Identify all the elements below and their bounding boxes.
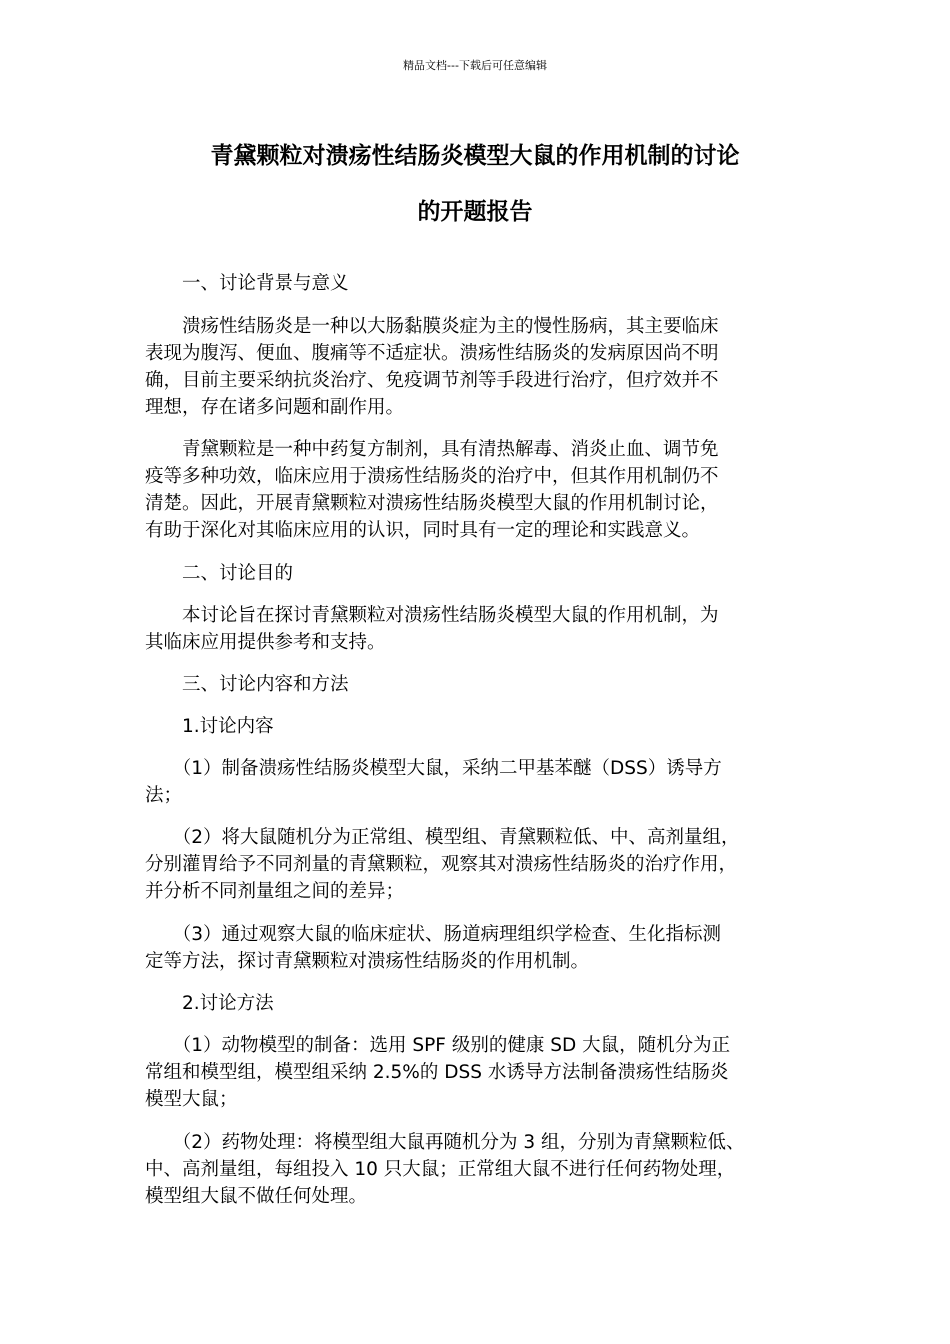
list-item-line: 法； xyxy=(145,785,183,806)
paragraph-line: 有助于深化对其临床应用的认识，同时具有一定的理论和实践意义。 xyxy=(145,520,701,541)
document-title-line-1: 青黛颗粒对溃疡性结肠炎模型大鼠的作用机制的讨论 xyxy=(210,143,740,169)
subsection-heading-methods: 2.讨论方法 xyxy=(145,993,274,1014)
list-item-line: 并分析不同剂量组之间的差异； xyxy=(145,881,405,902)
list-item-line: （3）通过观察大鼠的临床症状、肠道病理组织学检查、生化指标测 xyxy=(145,924,722,945)
subsection-heading-content: 1.讨论内容 xyxy=(145,716,274,737)
page-header: 精品文档---下载后可任意编辑 xyxy=(403,59,547,72)
paragraph-line: 确，目前主要采纳抗炎治疗、免疫调节剂等手段进行治疗，但疗效并不 xyxy=(145,370,719,391)
paragraph-line: 清楚。因此，开展青黛颗粒对溃疡性结肠炎模型大鼠的作用机制讨论， xyxy=(145,493,719,514)
paragraph-line: 其临床应用提供参考和支持。 xyxy=(145,632,386,653)
list-item-line: 模型大鼠； xyxy=(145,1089,238,1110)
paragraph-line: 溃疡性结肠炎是一种以大肠黏膜炎症为主的慢性肠病，其主要临床 xyxy=(145,316,719,337)
list-item-line: 分别灌胃给予不同剂量的青黛颗粒，观察其对溃疡性结肠炎的治疗作用， xyxy=(145,854,738,875)
list-item-line: （2）将大鼠随机分为正常组、模型组、青黛颗粒低、中、高剂量组， xyxy=(145,827,740,848)
paragraph-line: 本讨论旨在探讨青黛颗粒对溃疡性结肠炎模型大鼠的作用机制，为 xyxy=(145,605,719,626)
paragraph-line: 理想，存在诸多问题和副作用。 xyxy=(145,397,405,418)
list-item-line: 定等方法，探讨青黛颗粒对溃疡性结肠炎的作用机制。 xyxy=(145,951,590,972)
section-heading-purpose: 二、讨论目的 xyxy=(145,563,294,584)
paragraph-line: 表现为腹泻、便血、腹痛等不适症状。溃疡性结肠炎的发病原因尚不明 xyxy=(145,343,719,364)
list-item-line: 中、高剂量组，每组投入 10 只大鼠；正常组大鼠不进行任何药物处理， xyxy=(145,1159,736,1180)
list-item-line: （1）动物模型的制备：选用 SPF 级别的健康 SD 大鼠，随机分为正 xyxy=(145,1035,731,1056)
list-item-line: （2）药物处理：将模型组大鼠再随机分为 3 组，分别为青黛颗粒低、 xyxy=(145,1132,745,1153)
document-title-line-2: 的开题报告 xyxy=(417,199,533,225)
list-item-line: 模型组大鼠不做任何处理。 xyxy=(145,1186,368,1207)
section-heading-background: 一、讨论背景与意义 xyxy=(145,273,349,294)
paragraph-line: 疫等多种功效，临床应用于溃疡性结肠炎的治疗中，但其作用机制仍不 xyxy=(145,466,719,487)
section-heading-content-methods: 三、讨论内容和方法 xyxy=(145,674,349,695)
paragraph-line: 青黛颗粒是一种中药复方制剂，具有清热解毒、消炎止血、调节免 xyxy=(145,439,719,460)
list-item-line: 常组和模型组，模型组采纳 2.5%的 DSS 水诱导方法制备溃疡性结肠炎 xyxy=(145,1062,729,1083)
list-item-line: （1）制备溃疡性结肠炎模型大鼠，采纳二甲基苯醚（DSS）诱导方 xyxy=(145,758,722,779)
